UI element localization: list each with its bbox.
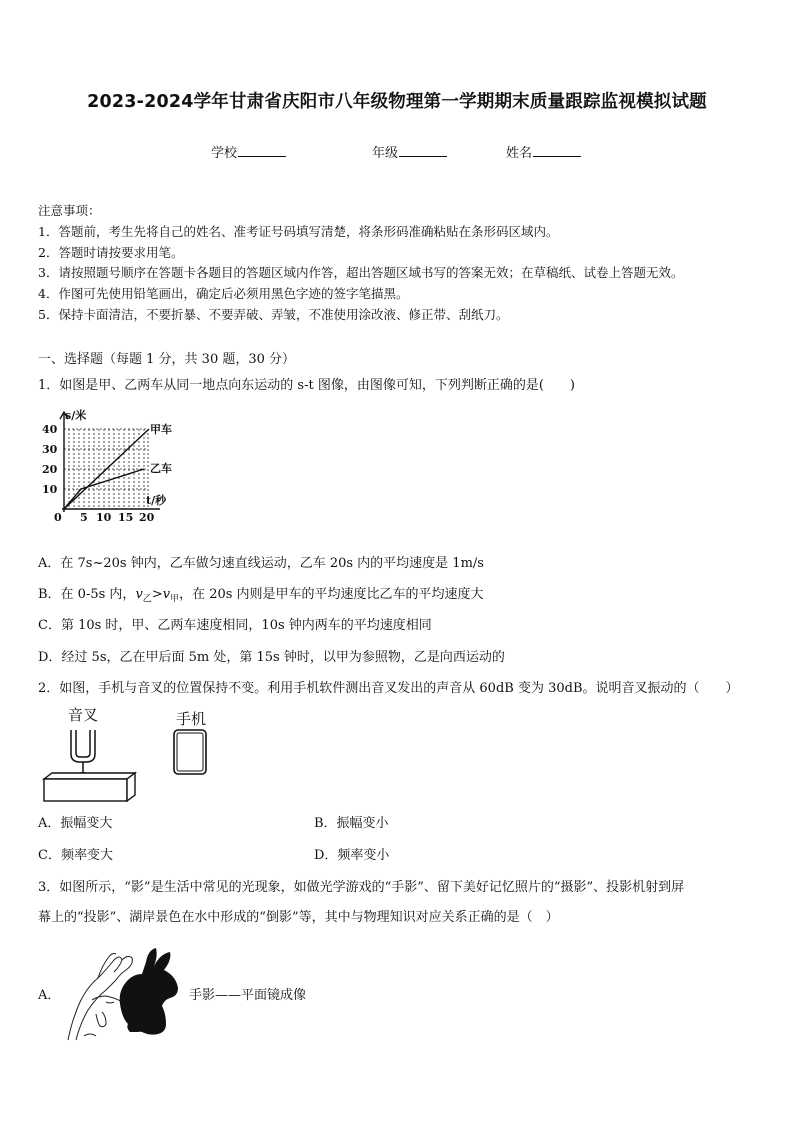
note-item: 1．答题前，考生先将自己的姓名、准考证号码填写清楚，将条形码准确粘贴在条形码区域内。 [38, 223, 559, 239]
note-item: 4．作图可先使用铅笔画出，确定后必须用黑色字迹的签字笔描黑。 [38, 286, 409, 302]
school-blank[interactable] [238, 144, 286, 157]
q1-option-b-rest: ，在 20s 内则是甲车的平均速度比乙车的平均速度大 [179, 587, 484, 602]
q1-st-graph [38, 408, 188, 528]
v-gt-symbol: >v [151, 587, 171, 602]
school-field[interactable] [211, 142, 286, 161]
y-tick: 20 [42, 463, 58, 476]
fork-label: 音叉 [68, 706, 99, 724]
notes-section [38, 201, 683, 326]
grade-field[interactable] [372, 142, 447, 161]
x-axis-label: t/秒 [146, 494, 167, 507]
y-axis-label: s/米 [65, 409, 87, 422]
phone-label: 手机 [176, 710, 207, 728]
notes-heading: 注意事项： [38, 203, 101, 218]
q3-stem-line2: 幕上的“投影”、湖岸景色在水中形成的“倒影”等，其中与物理知识对应关系正确的是（ ） [38, 910, 559, 925]
q2-option-b[interactable]: B．振幅变小 [314, 816, 389, 831]
q3-stem-line1: 3．如图所示，“影”是生活中常见的光现象，如做光学游戏的“手影”、留下美好记忆照片的“摄影”、投影机射到屏 [38, 880, 685, 895]
wooden-box [44, 773, 135, 801]
note-item: 2．答题时请按要求用笔。 [38, 244, 184, 260]
line-jia-label: 甲车 [150, 423, 172, 436]
q1-option-d[interactable]: D．经过 5s，乙在甲后面 5m 处，第 15s 钟时，以甲为参照物，乙是向西运动的 [38, 650, 505, 665]
rabbit-shadow [120, 948, 178, 1035]
q2-figure [38, 702, 218, 804]
y-tick: 30 [42, 443, 58, 456]
q2-option-a[interactable]: A．振幅变大 [38, 816, 113, 831]
page-title: 2023-2024学年甘肃省庆阳市八年级物理第一学期期末质量跟踪监视模拟试题 [87, 92, 707, 112]
phone-icon [174, 730, 206, 774]
q1-option-b[interactable] [38, 583, 484, 605]
line-yi-label: 乙车 [150, 462, 172, 475]
name-label: 姓名 [506, 146, 533, 161]
x-tick: 15 [118, 511, 134, 524]
y-tick: 40 [42, 423, 58, 436]
name-blank[interactable] [533, 144, 581, 157]
q1-option-b-prefix: B．在 0-5s 内， [38, 587, 136, 602]
x-tick: 0 [54, 511, 62, 524]
q3-option-a-text: 手影——平面镜成像 [189, 988, 307, 1003]
grade-label: 年级 [372, 146, 399, 161]
q3-option-a[interactable] [38, 984, 60, 1003]
grade-blank[interactable] [399, 144, 447, 157]
note-item: 5．保持卡面清洁，不要折暴、不要弄破、弄皱，不准使用涂改液、修正带、刮纸刀。 [38, 306, 509, 322]
section-heading: 一、选择题（每题 1 分，共 30 题，30 分） [38, 352, 296, 367]
y-tick: 10 [42, 483, 58, 496]
q1-stem: 1．如图是甲、乙两车从同一地点向东运动的 s-t 图像，由图像可知，下列判断正确的是( ) [38, 378, 575, 393]
q1-option-c[interactable]: C．第 10s 时，甲、乙两车速度相同，10s 钟内两车的平均速度相同 [38, 618, 432, 633]
x-tick: 5 [80, 511, 88, 524]
x-tick: 10 [96, 511, 112, 524]
q1-option-a[interactable]: A．在 7s~20s 钟内，乙车做匀速直线运动，乙车 20s 内的平均速度是 1m/s [38, 556, 484, 571]
q2-option-d[interactable]: D．频率变小 [314, 848, 390, 863]
subscript-jia: 甲 [170, 594, 180, 605]
tuning-fork-icon [71, 730, 95, 773]
q3-option-a-letter: A． [38, 988, 61, 1003]
x-tick: 20 [139, 511, 155, 524]
note-item: 3．请按照题号顺序在答题卡各题目的答题区域内作答，超出答题区域书写的答案无效；在草稿纸、试卷上答题无效。 [38, 265, 684, 281]
school-label: 学校 [211, 146, 238, 161]
v-symbol: v [135, 587, 143, 602]
hand-shadow-figure [62, 940, 190, 1044]
subscript-yi: 乙 [142, 594, 152, 605]
q2-stem: 2．如图，手机与音叉的位置保持不变。利用手机软件测出音叉发出的声音从 60dB 变为 30dB。说明音叉振动的（ ） [38, 681, 739, 696]
name-field[interactable] [506, 142, 581, 161]
q2-option-c[interactable]: C．频率变大 [38, 848, 113, 863]
